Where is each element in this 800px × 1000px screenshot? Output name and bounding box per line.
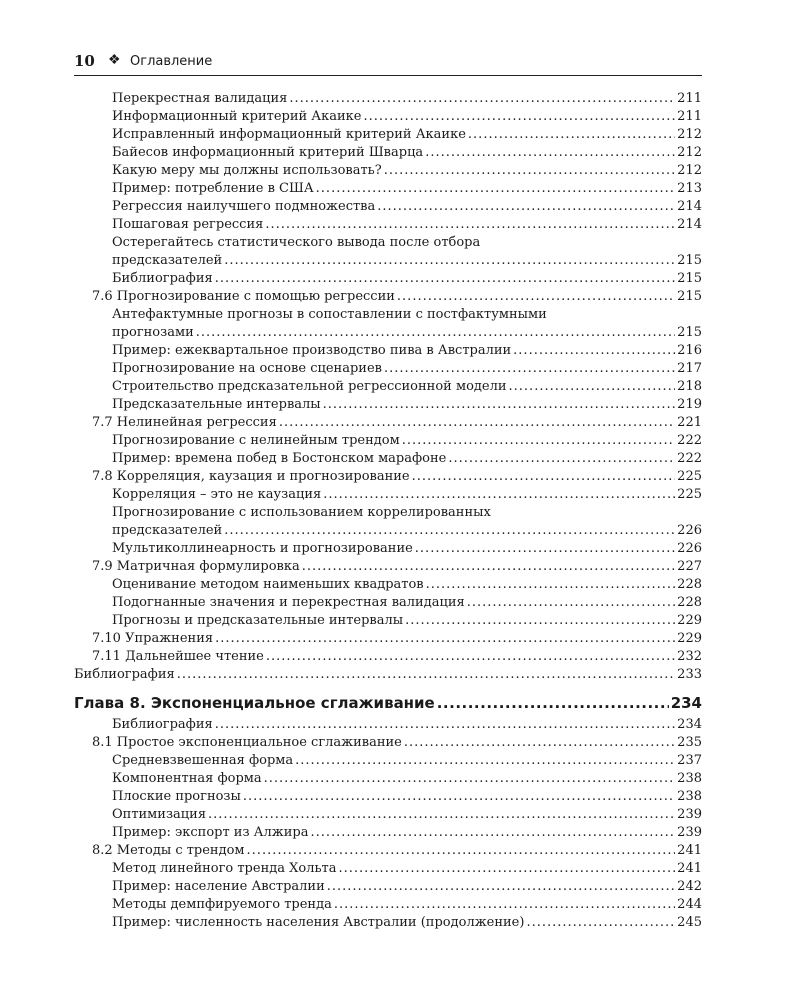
table-of-contents bbox=[74, 90, 702, 932]
toc-entry-line bbox=[112, 914, 702, 932]
toc-entry-title-line1: Прогнозирование с использованием коррелированных bbox=[112, 505, 491, 520]
dot-leader bbox=[526, 914, 675, 932]
toc-entry-line bbox=[112, 486, 702, 504]
toc-entry-page: 225 bbox=[677, 487, 702, 502]
toc-entry-page: 216 bbox=[677, 343, 702, 358]
toc-entry-title: Плоские прогнозы bbox=[112, 789, 241, 804]
dot-leader bbox=[224, 522, 675, 540]
toc-entry-page: 233 bbox=[677, 667, 702, 682]
toc-entry-line bbox=[112, 108, 702, 126]
toc-entry-title: Средневзвешенная форма bbox=[112, 753, 294, 768]
dot-leader bbox=[364, 108, 676, 126]
toc-entry-title: предсказателей bbox=[112, 523, 223, 538]
toc-entry[interactable] bbox=[74, 396, 702, 414]
toc-entry[interactable] bbox=[74, 450, 702, 468]
dot-leader bbox=[295, 752, 675, 770]
toc-entry-page: 211 bbox=[677, 91, 702, 106]
toc-entry-line bbox=[112, 252, 702, 270]
dot-leader bbox=[425, 144, 675, 162]
dot-leader bbox=[196, 324, 675, 342]
running-head-section: Оглавление bbox=[130, 54, 213, 69]
toc-entry-line bbox=[92, 734, 702, 752]
toc-section-entry[interactable] bbox=[74, 630, 702, 648]
toc-entry-title: 8.1 Простое экспоненциальное сглаживание bbox=[92, 735, 402, 750]
toc-entry[interactable] bbox=[74, 432, 702, 450]
toc-entry-line bbox=[112, 522, 702, 540]
dot-leader bbox=[208, 806, 675, 824]
toc-entry-title: Регрессия наилучшего подмножества bbox=[112, 199, 376, 214]
toc-entry-page: 229 bbox=[677, 613, 702, 628]
toc-entry[interactable] bbox=[74, 612, 702, 630]
dot-leader bbox=[310, 824, 675, 842]
toc-section-entry[interactable] bbox=[74, 288, 702, 306]
page-header bbox=[74, 52, 702, 76]
dot-leader bbox=[437, 692, 669, 714]
toc-entry-title: предсказателей bbox=[112, 253, 223, 268]
dot-leader bbox=[513, 342, 675, 360]
toc-entry-title: Исправленный информационный критерий Акаике bbox=[112, 127, 466, 142]
toc-entry-page: 227 bbox=[677, 559, 702, 574]
toc-entry-page: 228 bbox=[677, 595, 702, 610]
toc-entry-title: Мультиколлинеарность и прогнозирование bbox=[112, 541, 413, 556]
toc-entry-title: Библиография bbox=[112, 271, 213, 286]
toc-entry-page: 237 bbox=[677, 753, 702, 768]
toc-entry-page: 215 bbox=[677, 289, 702, 304]
toc-entry-page: 239 bbox=[677, 825, 702, 840]
toc-entry[interactable] bbox=[74, 914, 702, 932]
dot-leader bbox=[316, 180, 676, 198]
toc-entry-page: 235 bbox=[677, 735, 702, 750]
toc-entry-line bbox=[112, 270, 702, 288]
toc-entry-page: 222 bbox=[677, 433, 702, 448]
toc-entry-page: 222 bbox=[677, 451, 702, 466]
toc-entry-page: 229 bbox=[677, 631, 702, 646]
dot-leader bbox=[426, 576, 676, 594]
toc-entry-line bbox=[112, 162, 702, 180]
dot-leader bbox=[339, 860, 676, 878]
toc-entry[interactable] bbox=[74, 824, 702, 842]
toc-entry-line bbox=[74, 666, 702, 684]
toc-entry-line bbox=[112, 860, 702, 878]
toc-entry-title-line1: Остерегайтесь статистического вывода после отбора bbox=[112, 235, 481, 250]
toc-entry-line bbox=[92, 842, 702, 860]
toc-section-entry[interactable] bbox=[74, 414, 702, 432]
toc-entry[interactable] bbox=[74, 770, 702, 788]
dot-leader bbox=[215, 716, 675, 734]
toc-entry-title: Библиография bbox=[112, 717, 213, 732]
dot-leader bbox=[215, 630, 675, 648]
toc-entry-title: Предсказательные интервалы bbox=[112, 397, 321, 412]
toc-entry-line bbox=[74, 692, 702, 714]
toc-entry-line bbox=[112, 878, 702, 896]
toc-entry-line bbox=[112, 788, 702, 806]
dot-leader bbox=[264, 770, 676, 788]
toc-entry-line bbox=[112, 144, 702, 162]
dot-leader bbox=[404, 734, 675, 752]
toc-entry-page: 219 bbox=[677, 397, 702, 412]
toc-entry-title: 7.10 Упражнения bbox=[92, 631, 214, 646]
toc-entry-page: 239 bbox=[677, 807, 702, 822]
toc-entry-title: Пример: ежеквартальное производство пива в Австралии bbox=[112, 343, 512, 358]
toc-section-entry[interactable] bbox=[74, 734, 702, 752]
toc-entry-line bbox=[92, 630, 702, 648]
toc-entry-page: 228 bbox=[677, 577, 702, 592]
dot-leader bbox=[377, 198, 675, 216]
toc-entry[interactable] bbox=[74, 270, 702, 288]
toc-entry-line bbox=[92, 414, 702, 432]
dot-leader bbox=[412, 468, 676, 486]
toc-entry-title: Глава 8. Экспоненциальное сглаживание bbox=[74, 694, 435, 712]
toc-entry-line bbox=[112, 342, 702, 360]
toc-entry-page: 238 bbox=[677, 789, 702, 804]
toc-entry-line bbox=[112, 594, 702, 612]
toc-entry[interactable] bbox=[74, 108, 702, 126]
toc-entry-line bbox=[112, 824, 702, 842]
dot-leader bbox=[289, 90, 675, 108]
toc-chapter-heading[interactable] bbox=[74, 692, 702, 714]
dot-leader bbox=[397, 288, 675, 306]
toc-entry-title: 7.6 Прогнозирование с помощью регрессии bbox=[92, 289, 395, 304]
toc-entry-page: 245 bbox=[677, 915, 702, 930]
dot-leader bbox=[327, 878, 675, 896]
toc-entry-page: 215 bbox=[677, 271, 702, 286]
toc-entry-line bbox=[92, 648, 702, 666]
toc-entry-title: Пошаговая регрессия bbox=[112, 217, 264, 232]
toc-entry-title: 7.9 Матричная формулировка bbox=[92, 559, 300, 574]
toc-entry-title: прогнозами bbox=[112, 325, 194, 340]
dot-leader bbox=[323, 396, 676, 414]
toc-entry-page: 232 bbox=[677, 649, 702, 664]
toc-entry-page: 212 bbox=[677, 163, 702, 178]
toc-entry-line bbox=[112, 576, 702, 594]
toc-entry-page: 218 bbox=[677, 379, 702, 394]
diamond-separator-icon: ❖ bbox=[108, 52, 121, 68]
toc-entry-page: 217 bbox=[677, 361, 702, 376]
toc-entry-title: 8.2 Методы с трендом bbox=[92, 843, 245, 858]
toc-entry-title: Байесов информационный критерий Шварца bbox=[112, 145, 424, 160]
toc-section-entry[interactable] bbox=[74, 468, 702, 486]
dot-leader bbox=[334, 896, 675, 914]
toc-entry[interactable] bbox=[74, 198, 702, 216]
toc-entry[interactable] bbox=[74, 180, 702, 198]
toc-entry-line bbox=[112, 770, 702, 788]
toc-entry-page: 238 bbox=[677, 771, 702, 786]
dot-leader bbox=[323, 486, 675, 504]
toc-entry[interactable] bbox=[74, 878, 702, 896]
toc-entry[interactable] bbox=[74, 162, 702, 180]
toc-entry-page: 225 bbox=[677, 469, 702, 484]
toc-entry-page: 221 bbox=[677, 415, 702, 430]
toc-entry-page: 211 bbox=[677, 109, 702, 124]
toc-entry-title: 7.11 Дальнейшее чтение bbox=[92, 649, 264, 664]
toc-entry-title: Методы демпфируемого тренда bbox=[112, 897, 332, 912]
toc-entry-line bbox=[112, 198, 702, 216]
toc-entry[interactable] bbox=[74, 378, 702, 396]
toc-entry[interactable] bbox=[74, 306, 702, 342]
dot-leader bbox=[177, 666, 675, 684]
toc-entry-line bbox=[112, 432, 702, 450]
dot-leader bbox=[247, 842, 676, 860]
toc-entry[interactable] bbox=[74, 504, 702, 540]
toc-entry-page: 234 bbox=[670, 694, 702, 712]
toc-entry-line bbox=[92, 288, 702, 306]
toc-entry-line bbox=[112, 180, 702, 198]
toc-entry-title: Оценивание методом наименьших квадратов bbox=[112, 577, 424, 592]
toc-entry-title: Прогнозы и предсказательные интервалы bbox=[112, 613, 404, 628]
toc-entry-line bbox=[112, 540, 702, 558]
toc-entry-title: Подогнанные значения и перекрестная валидация bbox=[112, 595, 465, 610]
toc-entry-line bbox=[112, 806, 702, 824]
toc-entry[interactable] bbox=[74, 234, 702, 270]
toc-entry-title-line1: Антефактумные прогнозы в сопоставлении с постфактумными bbox=[112, 307, 547, 322]
toc-entry-page: 244 bbox=[677, 897, 702, 912]
toc-entry-line bbox=[92, 468, 702, 486]
toc-entry[interactable] bbox=[74, 216, 702, 234]
toc-entry[interactable] bbox=[74, 666, 702, 684]
dot-leader bbox=[243, 788, 675, 806]
dot-leader bbox=[215, 270, 675, 288]
toc-entry[interactable] bbox=[74, 90, 702, 108]
toc-entry-page: 215 bbox=[677, 253, 702, 268]
dot-leader bbox=[224, 252, 675, 270]
toc-entry-page: 241 bbox=[677, 843, 702, 858]
toc-entry-page: 213 bbox=[677, 181, 702, 196]
toc-entry[interactable] bbox=[74, 752, 702, 770]
dot-leader bbox=[279, 414, 675, 432]
toc-section-entry[interactable] bbox=[74, 648, 702, 666]
toc-entry-line bbox=[112, 396, 702, 414]
toc-entry-line bbox=[112, 752, 702, 770]
toc-entry-line bbox=[112, 360, 702, 378]
dot-leader bbox=[265, 216, 675, 234]
dot-leader bbox=[509, 378, 676, 396]
toc-entry-title: Пример: экспорт из Алжира bbox=[112, 825, 309, 840]
dot-leader bbox=[384, 360, 675, 378]
page-number: 10 bbox=[74, 52, 95, 70]
toc-entry-title: Компонентная форма bbox=[112, 771, 262, 786]
toc-entry-page: 215 bbox=[677, 325, 702, 340]
toc-entry-title: Оптимизация bbox=[112, 807, 207, 822]
toc-entry-title: Пример: население Австралии bbox=[112, 879, 325, 894]
toc-entry-line bbox=[112, 90, 702, 108]
dot-leader bbox=[448, 450, 675, 468]
toc-section-entry[interactable] bbox=[74, 842, 702, 860]
toc-entry-title: Перекрестная валидация bbox=[112, 91, 288, 106]
toc-entry-page: 242 bbox=[677, 879, 702, 894]
toc-entry-title: Метод линейного тренда Хольта bbox=[112, 861, 337, 876]
toc-entry-title: Прогнозирование с нелинейным трендом bbox=[112, 433, 400, 448]
toc-entry[interactable] bbox=[74, 126, 702, 144]
toc-entry-line bbox=[112, 216, 702, 234]
dot-leader bbox=[402, 432, 675, 450]
toc-entry-title: Пример: времена побед в Бостонском марафоне bbox=[112, 451, 447, 466]
toc-entry-title: Корреляция – это не каузация bbox=[112, 487, 322, 502]
toc-entry[interactable] bbox=[74, 806, 702, 824]
header-divider bbox=[74, 75, 702, 76]
toc-entry-line bbox=[112, 612, 702, 630]
toc-entry-page: 226 bbox=[677, 523, 702, 538]
toc-entry[interactable] bbox=[74, 486, 702, 504]
toc-section-entry[interactable] bbox=[74, 558, 702, 576]
toc-entry-title: Прогнозирование на основе сценариев bbox=[112, 361, 382, 376]
toc-entry[interactable] bbox=[74, 594, 702, 612]
toc-entry[interactable] bbox=[74, 896, 702, 914]
toc-entry-title: 7.7 Нелинейная регрессия bbox=[92, 415, 277, 430]
dot-leader bbox=[468, 126, 675, 144]
toc-entry[interactable] bbox=[74, 788, 702, 806]
toc-entry-line bbox=[92, 558, 702, 576]
toc-entry-line bbox=[112, 324, 702, 342]
toc-entry-page: 212 bbox=[677, 145, 702, 160]
toc-entry-page: 241 bbox=[677, 861, 702, 876]
dot-leader bbox=[467, 594, 675, 612]
toc-entry-page: 214 bbox=[677, 217, 702, 232]
dot-leader bbox=[384, 162, 675, 180]
toc-entry[interactable] bbox=[74, 144, 702, 162]
toc-entry-line bbox=[112, 126, 702, 144]
toc-entry-title: Библиография bbox=[74, 667, 175, 682]
toc-entry-line bbox=[112, 716, 702, 734]
dot-leader bbox=[266, 648, 675, 666]
toc-entry-line bbox=[112, 378, 702, 396]
toc-entry-line bbox=[112, 896, 702, 914]
toc-entry[interactable] bbox=[74, 860, 702, 878]
toc-entry-title: 7.8 Корреляция, каузация и прогнозирование bbox=[92, 469, 410, 484]
toc-entry-page: 214 bbox=[677, 199, 702, 214]
toc-entry-title: Какую меру мы должны использовать? bbox=[112, 163, 382, 178]
toc-entry[interactable] bbox=[74, 342, 702, 360]
toc-entry-page: 234 bbox=[677, 717, 702, 732]
dot-leader bbox=[302, 558, 675, 576]
toc-entry[interactable] bbox=[74, 540, 702, 558]
toc-entry[interactable] bbox=[74, 576, 702, 594]
dot-leader bbox=[405, 612, 675, 630]
toc-entry-title: Пример: численность населения Австралии (продолжение) bbox=[112, 915, 525, 930]
toc-entry[interactable] bbox=[74, 360, 702, 378]
toc-entry-title: Строительство предсказательной регрессионной модели bbox=[112, 379, 507, 394]
toc-entry-line bbox=[112, 450, 702, 468]
dot-leader bbox=[415, 540, 675, 558]
toc-entry-page: 226 bbox=[677, 541, 702, 556]
toc-entry-title: Информационный критерий Акаике bbox=[112, 109, 362, 124]
toc-entry-page: 212 bbox=[677, 127, 702, 142]
toc-entry-title: Пример: потребление в США bbox=[112, 181, 314, 196]
toc-entry[interactable] bbox=[74, 716, 702, 734]
